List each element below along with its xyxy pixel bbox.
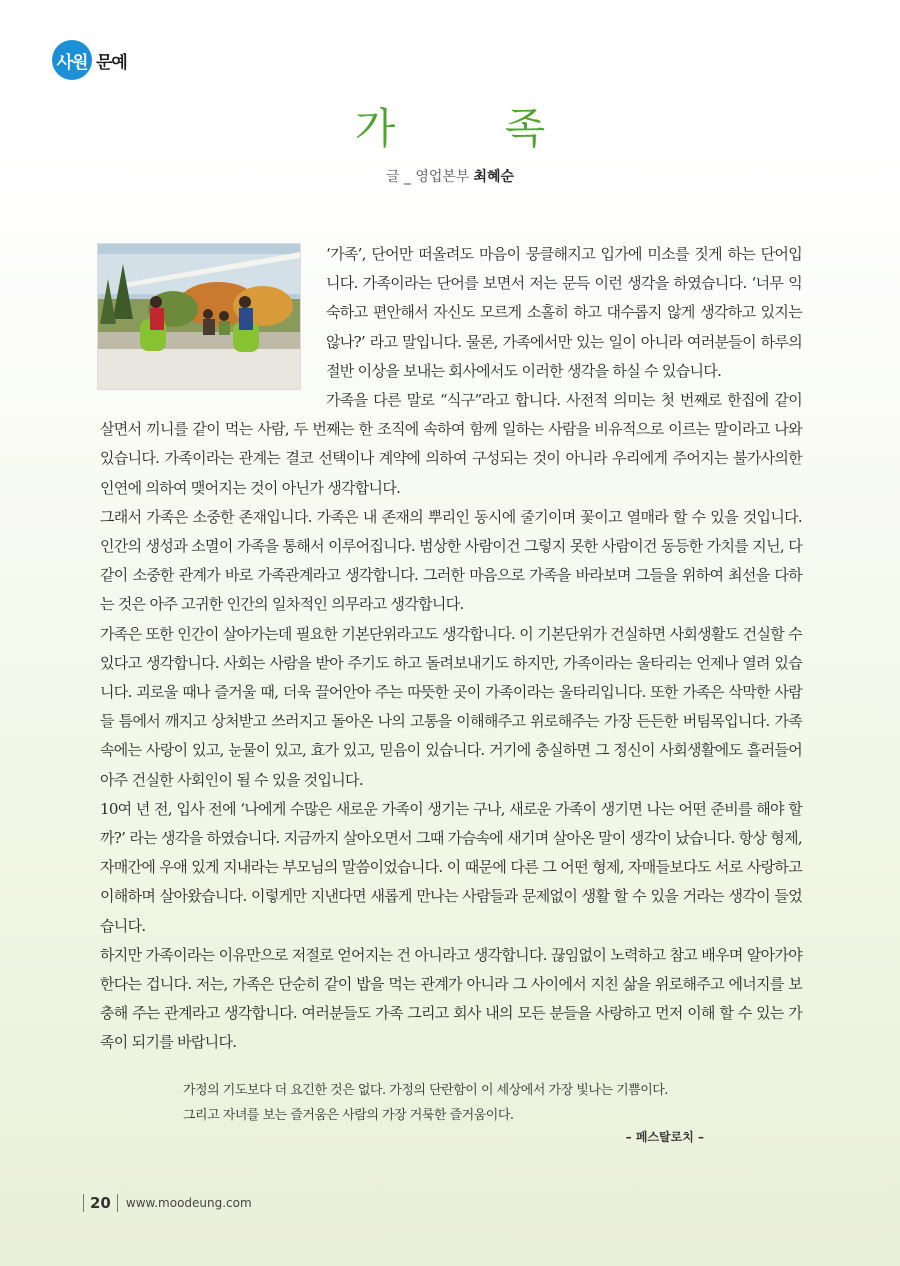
article-body [100,240,802,1058]
photo-spacer [100,240,326,390]
section-label: 문예 [96,52,127,73]
section-badge [52,40,127,80]
paragraph: 10여 년 전, 입사 전에 ‘나에게 수많은 새로운 가족이 생기는 구나, 새로운 가족이 생기면 나는 어떤 준비를 해야 할까?’ 라는 생각을 하였습니다. 지금까지 살아오면서 그때 가슴속에 새기며 살아온 말이 생각이 났습니다. 항상 형제, 자매간에 우애 있게 지내라는 부모님의 말씀이었습니다. 이 때문에 다른 그 어떤 형제, 자매들보다도 서로 사랑하고 이해하며 살아왔습니다. 이렇게만 지낸다면 새롭게 만나는 사람들과 문제없이 생활 할 수 있을 거라는 생각이 들었습니다. [100,799,802,935]
byline-prefix: 글 _ 영업본부 [385,169,470,185]
badge-circle: 사원 [52,40,92,80]
footer-divider-left [83,1194,84,1212]
byline-author: 최혜순 [473,169,515,185]
page-footer [83,1194,252,1212]
page-number: 20 [90,1194,111,1212]
paragraph: 가족을 다른 말로 “식구”라고 합니다. 사전적 의미는 첫 번째로 한집에 같이 살면서 끼니를 같이 먹는 사람, 두 번째는 한 조직에 속하여 함께 일하는 사람을 비유적으로 이르는 말이라고 나와 있습니다. 가족이라는 관계는 결코 선택이나 계약에 의하여 구성되는 것이 아니라 우리에게 주어지는 불가사의한 인연에 의하여 맺어지는 것이 아닌가 생각합니다. [100,391,802,497]
footer-divider-right [117,1194,118,1212]
paragraph: 그래서 가족은 소중한 존재입니다. 가족은 내 존재의 뿌리인 동시에 줄기이며 꽃이고 열매라 할 수 있을 것입니다. 인간의 생성과 소멸이 가족을 통해서 이루어집니다. 범상한 사람이건 그렇지 못한 사람이건 동등한 가치를 지닌, 다 같이 소중한 관계가 바로 가족관계라고 생각합니다. 그러한 마음으로 가족을 바라보며 그들을 위하여 최선을 다하는 것은 아주 고귀한 인간의 일차적인 의무라고 생각합니다. [100,507,802,614]
paragraph: 가족은 또한 인간이 살아가는데 필요한 기본단위라고도 생각합니다. 이 기본단위가 건실하면 사회생활도 건실할 수 있다고 생각합니다. 사회는 사람을 받아 주기도 하고 돌려보내기도 하지만, 가족이라는 울타리는 언제나 열려 있습니다. 괴로울 때나 즐거울 때, 더욱 끌어안아 주는 따뜻한 곳이 가족이라는 울타리입니다. 또한 가족은 삭막한 사람들 틈에서 깨지고 상처받고 쓰러지고 돌아온 나의 고통을 이해해주고 위로해주는 가장 든든한 버팀목입니다. 가족 속에는 사랑이 있고, 눈물이 있고, 효가 있고, 믿음이 있습니다. 거기에 충실하면 그 정신이 사회생활에도 흘러들어 아주 건실한 사회인이 될 수 있을 것입니다. [100,624,802,789]
paragraph: 하지만 가족이라는 이유만으로 저절로 얻어지는 건 아니라고 생각합니다. 끊임없이 노력하고 참고 배우며 알아가야 한다는 겁니다. 저는, 가족은 단순히 같이 밥을 먹는 관계가 아니라 그 사이에서 지친 삶을 위로해주고 에너지를 보충해 주는 관계라고 생각합니다. 여러분들도 가족 그리고 회사 내의 모든 분들을 사랑하고 먼저 이해 할 수 있는 가족이 되기를 바랍니다. [100,945,802,1052]
closing-quote [183,1078,723,1128]
quote-source: – 페스탈로치 – [625,1130,704,1144]
quote-line-1: 가정의 기도보다 더 요긴한 것은 없다. 가정의 단란함이 이 세상에서 가장 빛나는 기쁨이다. [183,1083,668,1098]
quote-line-2: 그리고 자녀를 보는 즐거움은 사람의 가장 거룩한 즐거움이다. [183,1108,514,1123]
page-title: 가 족 [354,104,594,153]
paragraph: ‘가족’, 단어만 떠올려도 마음이 뭉클해지고 입가에 미소를 짓게 하는 단어입니다. 가족이라는 단어를 보면서 저는 문득 이런 생각을 하였습니다. ‘너무 익숙하고 편안해서 자신도 모르게 소홀히 하고 대수롭지 않게 생각하고 있지는 않나?’ 라고 말입니다. 물론, 가족에서만 있는 일이 아니라 여러분들이 하루의 절반 이상을 보내는 회사에서도 이러한 생각을 하실 수 있습니다. [326,245,802,380]
byline [0,166,900,186]
footer-url: www.moodeung.com [125,1196,252,1210]
